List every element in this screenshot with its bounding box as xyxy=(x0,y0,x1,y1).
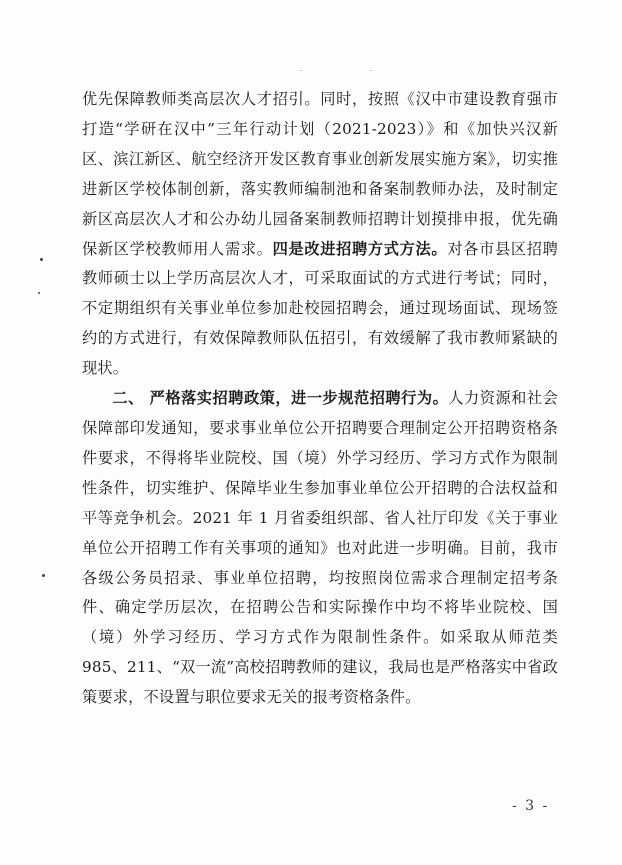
scan-speck xyxy=(38,292,40,294)
page-number: - 3 - xyxy=(512,798,550,814)
paragraph-1 xyxy=(82,85,558,384)
paragraph-2-text: 人力资源和社会保障部印发通知，要求事业单位公开招聘要合理制定公开招聘资格条件要求，不得将毕业院校、国（境）外学习经历、学习方式作为限制性条件，切实维护、保障毕业生参加事业单位公开招聘的合法权益和平等竞争机会。2021 年 1 月省委组织部、省人社厅印发《关于事业单位公开招聘工作有关事项的通知》也对此进一步明确。目前，我市各级公务员招录、事业单位招聘，均按照岗位需求合理制定招考条件、确定学历层次，在招聘公告和实际操作中均不将毕业院校、国（境）外学习经历、学习方式作为限制性条件。如采取从师范类 985、211、“双一流”高校招聘教师的建议，我局也是严格落实中省政策要求，不设置与职位要求无关的报考资格条件。 xyxy=(82,389,558,707)
paragraph-1-bold-point: 四是改进招聘方式方法。 xyxy=(272,239,448,258)
document-body xyxy=(82,85,558,713)
paragraph-1-text-c: 对各市县区招聘教师硕士以上学历高层次人才，可采取面试的方式进行考试；同时，不定期组织有关事业单位参加赴校园招聘会，通过现场面试、现场签约的方式进行，有效保障教师队伍招引，有效缓解了我市教师紧缺的现状。 xyxy=(82,239,558,378)
section-heading-2: 二、 严格落实招聘政策，进一步规范招聘行为。 xyxy=(112,389,449,408)
scan-speck xyxy=(300,70,302,71)
scan-speck xyxy=(40,258,43,261)
scan-speck xyxy=(42,574,45,577)
paragraph-2 xyxy=(82,384,558,713)
scan-speck xyxy=(370,70,372,71)
paragraph-1-text-a: 优先保障教师类高层次人才招引。同时，按照《汉中市建设教育强市打造“学研在汉中”三年行动计划（2021-2023）》和《加快兴汉新区、滨江新区、航空经济开发区教育事业创新发展实施方案》，切实推进新区学校体制创新，落实教师编制池和备案制教师办法，及时制定新区高层次人才和公办幼儿园备案制教师招聘计划摸排申报，优先确保新区学校教师用人需求。 xyxy=(82,90,558,258)
